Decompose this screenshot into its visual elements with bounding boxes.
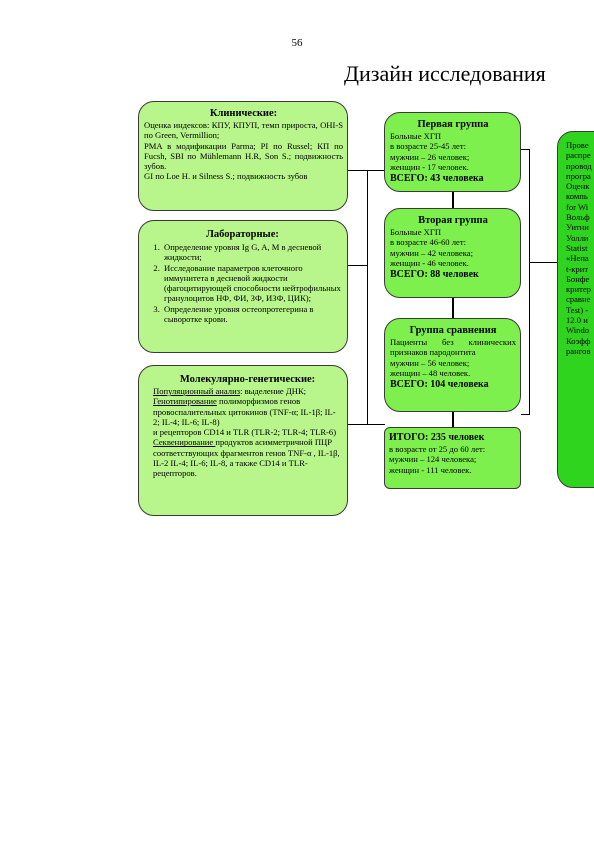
comparison-group-line: женщин – 48 человек. — [390, 367, 471, 378]
laboratory-box — [138, 220, 348, 353]
laboratory-item: 1. Определение уровня Ig G, A, M в десневой жидкости; — [162, 242, 341, 263]
group2-line: в возрасте 46-60 лет: — [390, 237, 466, 248]
group1-line: женщин - 17 человек. — [390, 161, 469, 172]
statistics-line: Бонфе — [566, 273, 590, 284]
molecular-population — [153, 386, 342, 396]
total-line: женщин - 111 человек. — [389, 464, 472, 475]
clinical-box — [138, 101, 348, 211]
group1-box — [384, 112, 521, 192]
connector-total-right — [521, 414, 530, 415]
group1-line: мужчин – 26 человек; — [390, 151, 470, 162]
statistics-line: критер — [566, 284, 591, 295]
statistics-box — [557, 131, 594, 488]
laboratory-list — [144, 242, 341, 324]
connector-molecular — [348, 424, 385, 425]
statistics-line: распре — [566, 150, 591, 161]
molecular-heading: Молекулярно-генетические: — [179, 374, 316, 385]
total-box — [384, 427, 521, 489]
statistics-text — [566, 140, 594, 356]
statistics-line: t-крит — [566, 263, 589, 274]
total-line: мужчин – 124 человека; — [389, 454, 477, 465]
statistics-line: «Непа — [566, 253, 589, 264]
statistics-line: for Wi — [566, 201, 589, 212]
connector-clinical — [348, 170, 385, 171]
statistics-line: 12.0 и — [566, 315, 588, 326]
group1-total: ВСЕГО: 43 человека — [390, 173, 484, 185]
molecular-sequencing-text: продуктов асимметричной ПЦР соответствующих фрагментов генов TNF-α , IL-1β, IL-2 IL-4; IL-6; IL-8, а также CD14 и TLR-рецепторов. — [153, 437, 340, 479]
clinical-heading: Клинические: — [209, 108, 278, 119]
statistics-box-clip — [557, 131, 594, 488]
group1-line: Больные ХГП — [390, 131, 442, 141]
statistics-line: Test) - — [566, 304, 589, 315]
statistics-line: Statist — [566, 242, 588, 253]
clinical-text-2: PMA в модификации Parma; PI по Russel; КП по Fucsh, SBI по Mühlemann H.R, Son S.; подвижность зубов. — [144, 140, 343, 172]
page-number: 56 — [291, 37, 303, 49]
statistics-line: Коэфф — [566, 335, 591, 346]
group1-heading: Первая группа — [417, 119, 489, 130]
comparison-group-box — [384, 318, 521, 412]
molecular-genotyping-label: Генотипирование — [153, 396, 217, 407]
page-title: Дизайн исследования — [344, 61, 546, 86]
statistics-line: сравне — [566, 294, 591, 305]
connector-right-vertical — [529, 149, 530, 414]
group2-heading: Вторая группа — [418, 215, 488, 226]
statistics-line: Прове — [566, 140, 589, 150]
clinical-text-1: Оценка индексов: КПУ, КПУП, темп прироста, OHI-S по Green, Vermillion; — [144, 120, 343, 141]
group2-box — [384, 208, 521, 298]
molecular-box — [138, 365, 348, 516]
connector-laboratory — [348, 265, 368, 266]
connector-group2-group3 — [452, 298, 454, 318]
connector-group1-group2 — [452, 192, 454, 208]
comparison-group-line: Пациенты без клинических признаков пародонтита — [390, 337, 516, 358]
group2-line: мужчин – 42 человека; — [390, 247, 473, 258]
connector-group3-total — [452, 412, 454, 427]
molecular-receptors-text: и рецепторов CD14 и TLR (TLR-2; TLR-4; TLR-6) — [153, 427, 337, 438]
connector-group1-right — [521, 149, 530, 150]
group2-line: Больные ХГП — [390, 227, 442, 237]
statistics-line: Уолли — [566, 232, 589, 243]
group2-total: ВСЕГО: 88 человек — [390, 269, 479, 281]
molecular-sequencing — [153, 427, 342, 478]
statistics-line: провод — [566, 160, 592, 171]
comparison-group-heading: Группа сравнения — [409, 325, 497, 336]
group2-line: женщин - 46 человек. — [390, 257, 469, 268]
statistics-line: Windo — [566, 325, 590, 336]
laboratory-heading: Лабораторные: — [206, 229, 279, 240]
comparison-group-total: ВСЕГО: 104 человека — [390, 379, 489, 391]
statistics-line: Оценк — [566, 181, 590, 192]
statistics-line: Уитни — [566, 222, 589, 233]
molecular-population-text: : выделение ДНК; — [240, 386, 307, 396]
molecular-genotyping-text: полиморфизмов генов провоспалительных цитокинов (TNF-α; IL-1β; IL-2; IL-4; IL-6; IL-8) — [153, 396, 336, 427]
connector-statistics — [529, 262, 558, 263]
laboratory-item: 3. Определение уровня остеопротегерина в сыворотке крови. — [162, 304, 341, 325]
molecular-sequencing-label: Секвенирование — [153, 437, 216, 448]
molecular-population-label: Популяционный анализ — [153, 386, 241, 396]
statistics-line: програ — [566, 170, 591, 181]
statistics-line: рангов — [566, 345, 591, 356]
group1-line: в возрасте 25-45 лет: — [390, 141, 466, 152]
statistics-line: Вольф — [566, 212, 590, 223]
comparison-group-line: мужчин – 56 человек; — [390, 357, 470, 368]
statistics-line: компь — [566, 191, 588, 202]
total-heading: ИТОГО: 235 человек — [389, 432, 485, 443]
molecular-genotyping — [153, 396, 342, 427]
clinical-text-3: GI по Loe H. и Silness S.; подвижность зубов — [144, 171, 308, 182]
total-line: в возрасте от 25 до 60 лет: — [389, 444, 486, 454]
connector-left-vertical — [367, 170, 368, 424]
laboratory-item: 2. Исследование параметров клеточного иммунитета в десневой жидкости (фагоцитирующей способности нейтрофильных гранулоцитов НФ, ФИ, ЗФ, ИЗФ, ЦИК); — [162, 263, 341, 304]
